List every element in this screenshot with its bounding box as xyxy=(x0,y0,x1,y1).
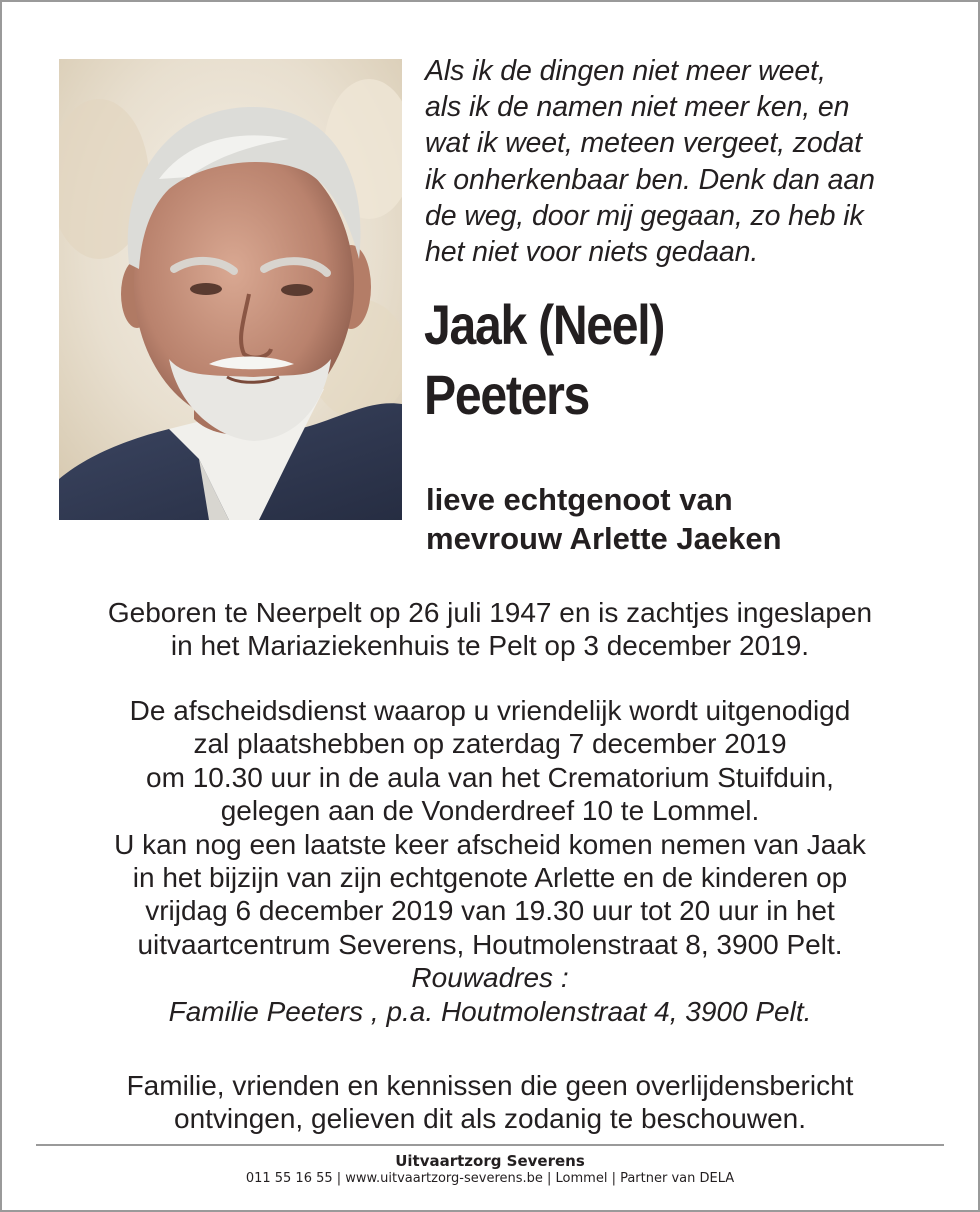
footer-company-name: Uitvaartzorg Severens xyxy=(395,1152,585,1170)
poem-line: de weg, door mij gegaan, zo heb ik xyxy=(425,199,864,232)
deceased-name-line2: Peeters xyxy=(424,363,590,426)
service-line: zal plaatshebben op zaterdag 7 december 2019 xyxy=(193,728,787,760)
deceased-name-line1: Jaak (Neel) xyxy=(424,293,665,356)
service-line: in het bijzijn van zijn echtgenote Arlette en de kinderen op xyxy=(132,862,848,894)
address-value: Familie Peeters , p.a. Houtmolenstraat 4, 3900 Pelt. xyxy=(168,995,812,1027)
footer-divider xyxy=(36,1144,944,1146)
closing-line: Familie, vrienden en kennissen die geen overlijdensbericht xyxy=(126,1070,854,1101)
birth-line: in het Mariaziekenhuis te Pelt op 3 december 2019. xyxy=(170,630,810,662)
spouse-line1: lieve echtgenoot van xyxy=(426,482,733,517)
spouse-info xyxy=(426,480,966,558)
address-label: Rouwadres : xyxy=(411,962,569,994)
service-line: De afscheidsdienst waarop u vriendelijk wordt uitgenodigd xyxy=(129,695,851,726)
poem xyxy=(425,53,965,270)
service-line: om 10.30 uur in de aula van het Crematorium Stuifduin, xyxy=(146,761,834,793)
poem-line: wat ik weet, meteen vergeet, zodat xyxy=(425,127,863,160)
poem-line: als ik de namen niet meer ken, en xyxy=(425,91,850,124)
closing-paragraph xyxy=(36,1069,944,1136)
service-line: U kan nog een laatste keer afscheid komen nemen van Jaak xyxy=(114,828,866,860)
footer-contact-info: 011 55 16 55 | www.uitvaartzorg-severens.be | Lommel | Partner van DELA xyxy=(245,1171,735,1186)
birth-line: Geboren te Neerpelt op 26 juli 1947 en is zachtjes ingeslapen xyxy=(107,597,873,628)
birth-paragraph xyxy=(36,596,944,663)
portrait-photo xyxy=(59,59,402,520)
service-line: gelegen aan de Vonderdreef 10 te Lommel. xyxy=(220,795,760,827)
poem-line: Als ik de dingen niet meer weet, xyxy=(425,55,826,87)
closing-line: ontvingen, gelieven dit als zodanig te beschouwen. xyxy=(174,1103,806,1135)
poem-line: het niet voor niets gedaan. xyxy=(425,236,759,269)
poem-line: ik onherkenbaar ben. Denk dan aan xyxy=(425,163,875,196)
service-line: vrijdag 6 december 2019 van 19.30 uur tot 20 uur in het xyxy=(145,895,835,927)
service-paragraph xyxy=(36,694,944,1028)
deceased-name xyxy=(424,290,888,430)
spouse-line2: mevrouw Arlette Jaeken xyxy=(426,521,782,556)
service-line: uitvaartcentrum Severens, Houtmolenstraat 8, 3900 Pelt. xyxy=(137,928,843,960)
